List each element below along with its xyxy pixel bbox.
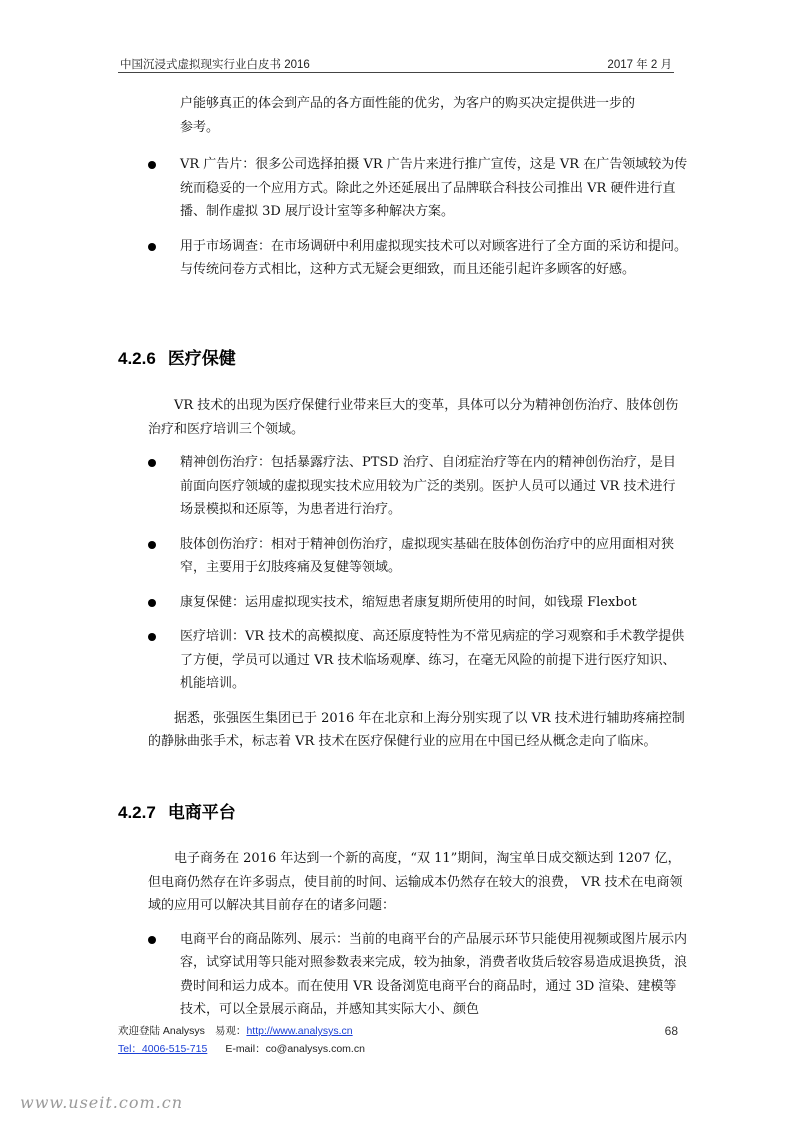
top-bullet-list xyxy=(148,153,688,282)
header-date: 2017 年 2 月 xyxy=(607,59,672,71)
list-item: VR 广告片：很多公司选择拍摄 VR 广告片来进行推广宣传，这是 VR 在广告领域较为传统而稳妥的一个应用方式。除此之外还延展出了品牌联合科技公司推出 VR 硬件进行直播、制作虚拟 3D 展厅设计室等多种解决方案。 xyxy=(148,153,688,224)
watermark: www.useit.com.cn xyxy=(20,1093,184,1112)
bullet-dot xyxy=(148,161,156,169)
bullet-dot xyxy=(148,599,156,607)
page-header xyxy=(118,54,674,73)
bullet-dot xyxy=(148,936,156,944)
bullet-dot xyxy=(148,243,156,251)
section-4-2-7-body xyxy=(148,847,688,1033)
bullet-dot xyxy=(148,459,156,467)
footer-email[interactable]: E-mail：co@analysys.com.cn xyxy=(225,1043,365,1055)
list-item: 电商平台的商品陈列、展示：当前的电商平台的产品展示环节只能使用视频或图片展示内容，试穿试用等只能对照参数表来完成，较为抽象，消费者收货后较容易造成退换货，浪费时间和运力成本。而在使用 VR 设备浏览电商平台的商品时，通过 3D 渲染、建模等技术，可以全景展示商品，并感知其实际大小、颜色 xyxy=(148,928,688,1022)
section-heading-4-2-7: 4.2.7 电商平台 xyxy=(118,803,236,822)
footer-line-1 xyxy=(118,1023,353,1038)
section-heading-4-2-6: 4.2.6 医疗保健 xyxy=(118,349,236,368)
phone-link[interactable]: Tel：4006-515-715 xyxy=(118,1043,208,1055)
header-title: 中国沉浸式虚拟现实行业白皮书 2016 xyxy=(120,59,310,71)
page-number: 68 xyxy=(664,1024,678,1038)
list-item: 用于市场调查：在市场调研中利用虚拟现实技术可以对顾客进行了全方面的采访和提问。与传统问卷方式相比，这种方式无疑会更细致，而且还能引起许多顾客的好感。 xyxy=(148,235,688,282)
medical-bullet-list xyxy=(148,451,688,696)
list-item: 医疗培训：VR 技术的高模拟度、高还原度特性为不常见病症的学习观察和手术教学提供了方便，学员可以通过 VR 技术临场观摩、练习，在毫无风险的前提下进行医疗知识、机能培训。 xyxy=(148,625,688,696)
footer-welcome: 欢迎登陆 Analysys xyxy=(118,1025,205,1037)
continuation-line-1: 户能够真正的体会到产品的各方面性能的优劣，为客户的购买决定提供进一步的 xyxy=(180,96,636,111)
list-item: 肢体创伤治疗：相对于精神创伤治疗，虚拟现实基础在肢体创伤治疗中的应用面相对狭窄，主要用于幻肢疼痛及复健等领域。 xyxy=(148,533,688,580)
continuation-line-2: 参考。 xyxy=(180,119,220,135)
section-closing: 据悉，张强医生集团已于 2016 年在北京和上海分别实现了以 VR 技术进行辅助疼痛控制的静脉曲张手术，标志着 VR 技术在医疗保健行业的应用在中国已经从概念走向了临床。 xyxy=(148,710,685,749)
section-4-2-6-body xyxy=(148,394,688,754)
list-item: 康复保健：运用虚拟现实技术，缩短患者康复期所使用的时间，如钱璟 Flexbot xyxy=(148,591,688,615)
bullet-dot xyxy=(148,633,156,641)
section-intro: 电子商务在 2016 年达到一个新的高度，“双 11”期间，淘宝单日成交额达到 1207 亿，但电商仍然存在许多弱点，使目前的时间、运输成本仍然存在较大的浪费， VR 技术在电商领域的应用可以解决其目前存在的诸多问题： xyxy=(148,851,683,913)
ecommerce-bullet-list xyxy=(148,928,688,1022)
footer-line-2 xyxy=(118,1041,365,1056)
list-item: 精神创伤治疗：包括暴露疗法、PTSD 治疗、自闭症治疗等在内的精神创伤治疗，是目前面向医疗领域的虚拟现实技术应用较为广泛的类别。医护人员可以通过 VR 技术进行场景模拟和还原等，为患者进行治疗。 xyxy=(148,451,688,522)
footer-yiguan-label: 易观： xyxy=(214,1025,247,1037)
section-intro: VR 技术的出现为医疗保健行业带来巨大的变革，具体可以分为精神创伤治疗、肢体创伤治疗和医疗培训三个领域。 xyxy=(148,398,679,437)
bullet-dot xyxy=(148,541,156,549)
website-link[interactable]: http://www.analysys.cn xyxy=(246,1025,353,1037)
top-block xyxy=(148,92,688,293)
